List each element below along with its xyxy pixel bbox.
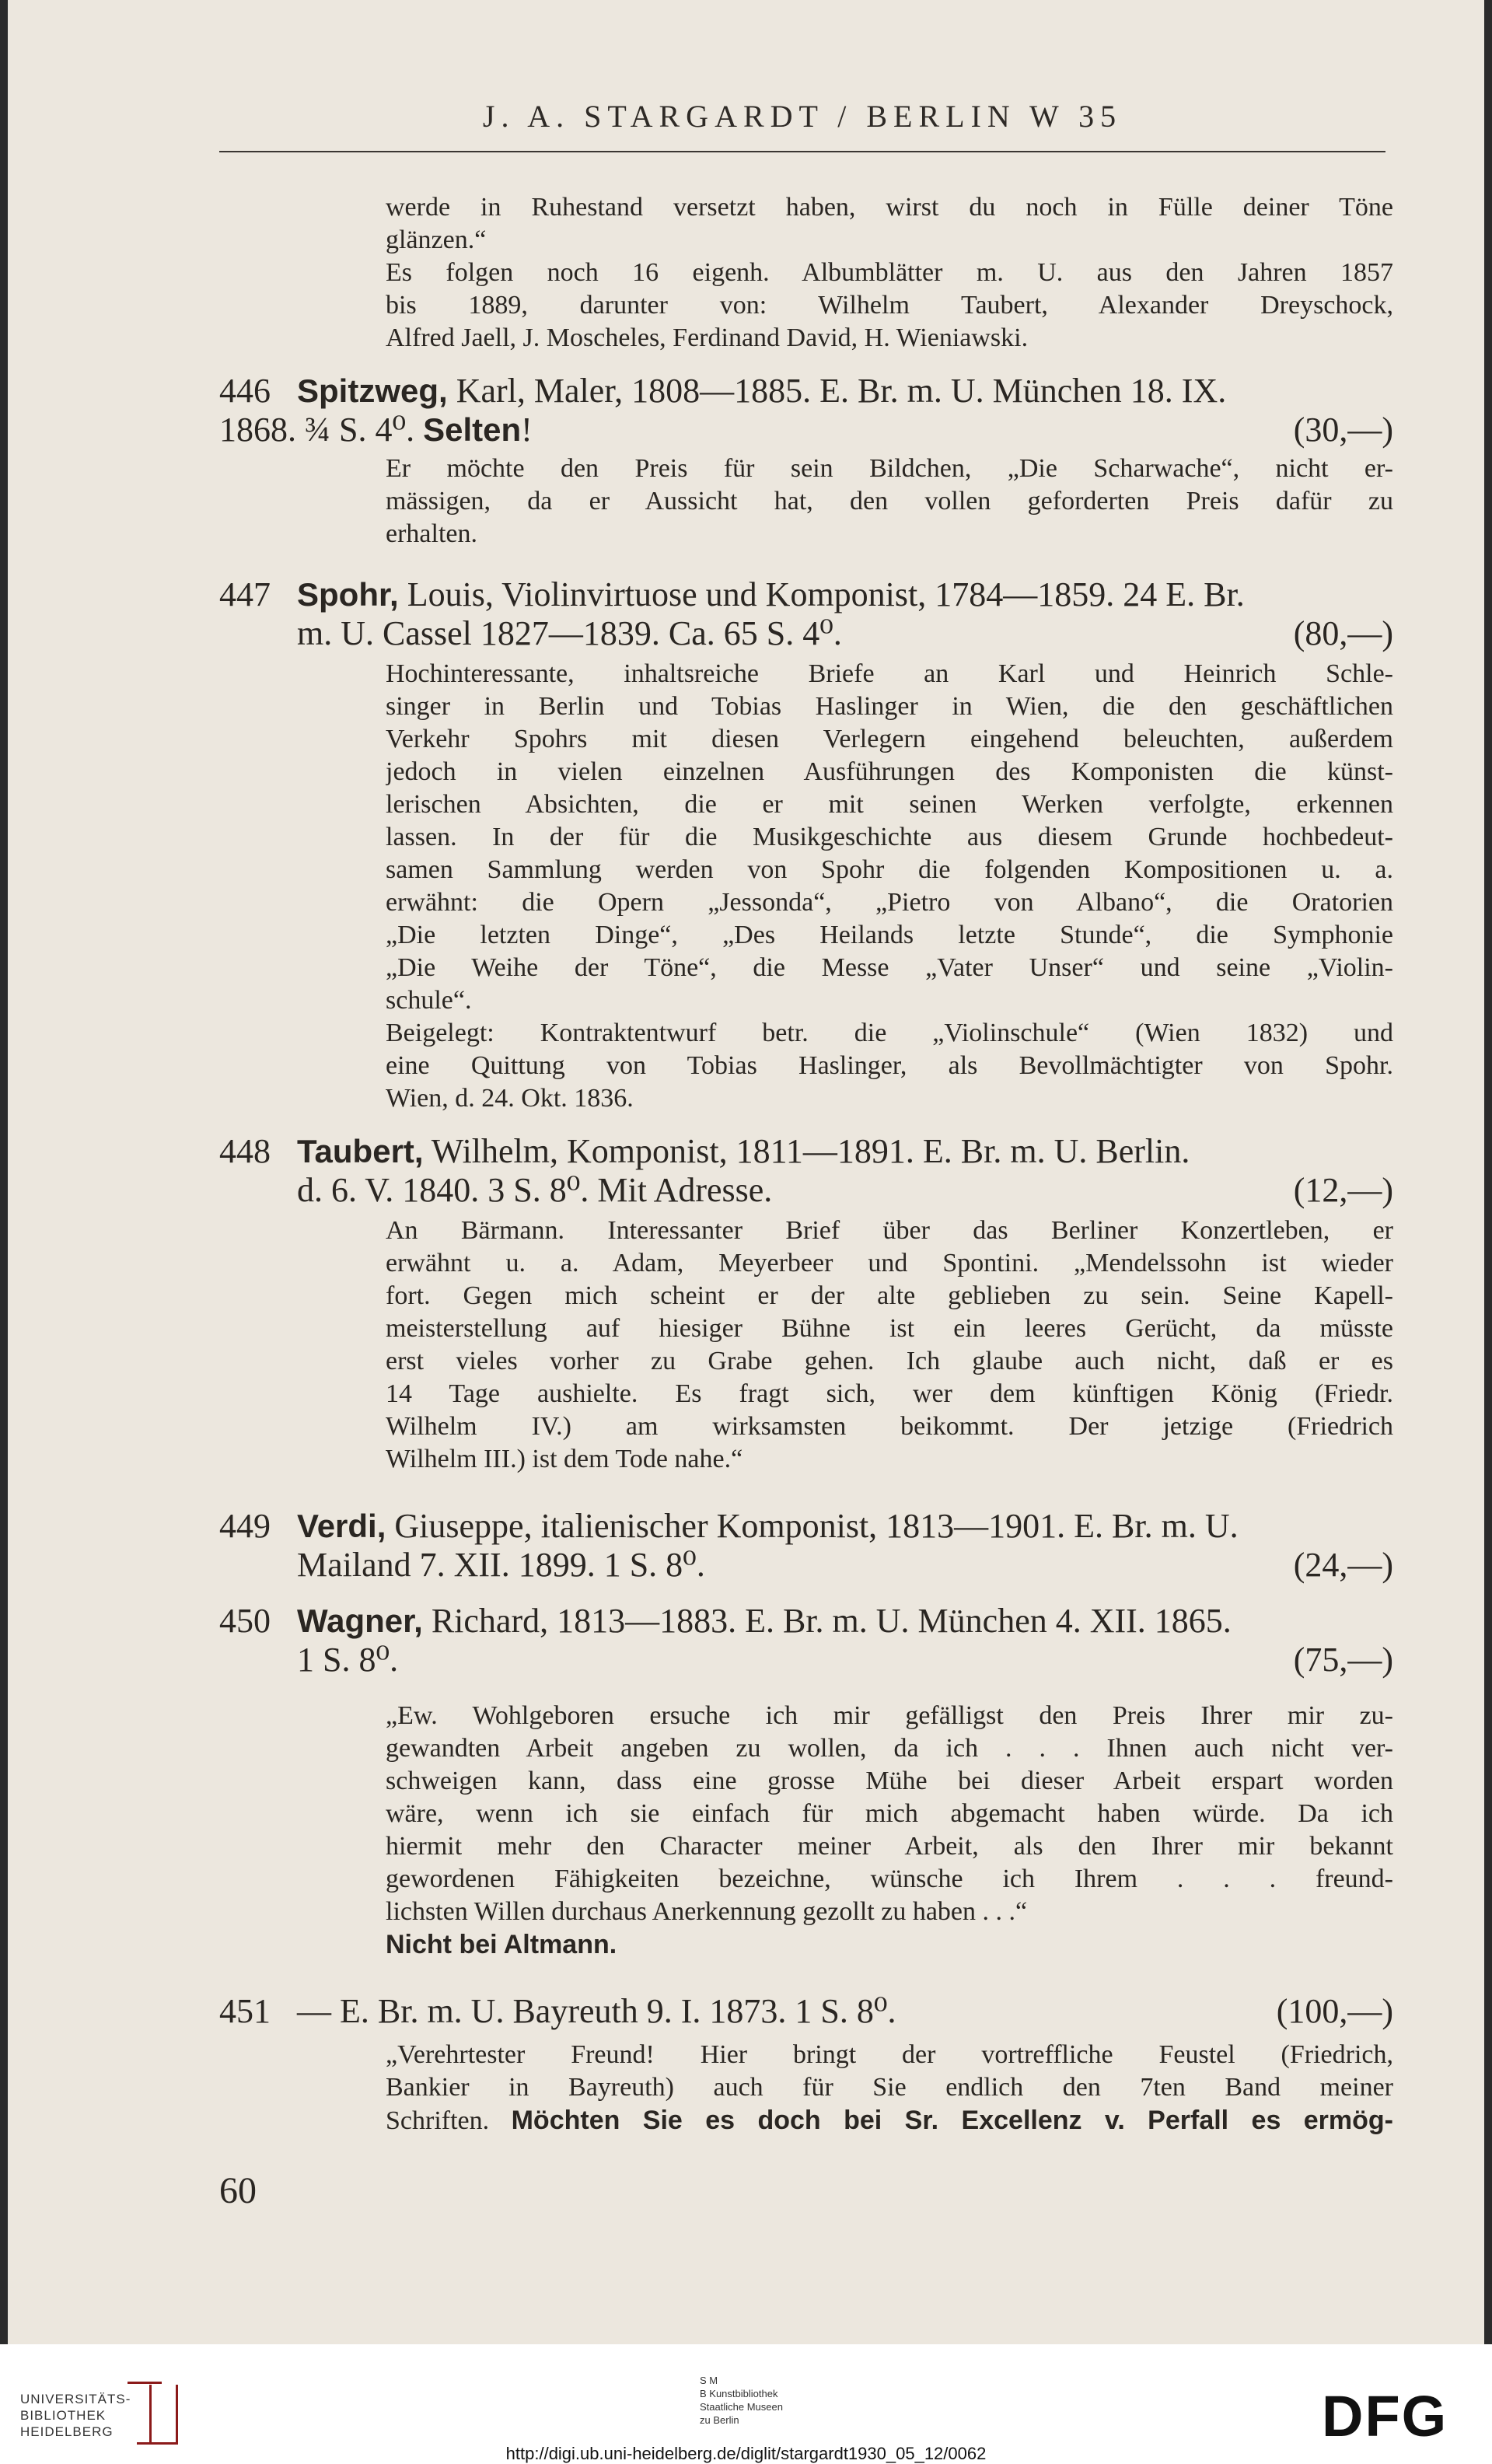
text-line: meisterstellung auf hiesiger Bühne ist ein leeres Gerücht, da müsste — [386, 1314, 1393, 1343]
entry-448-description — [386, 1215, 1393, 1476]
price: (24,—) — [1293, 1546, 1393, 1584]
text-line: Verkehr Spohrs mit diesen Verlegern eingehend beleuchten, außerdem — [386, 725, 1393, 753]
dfg-logo[interactable]: DFG — [1322, 2384, 1448, 2448]
intro-text — [386, 191, 1393, 355]
logo-line: S M — [700, 2375, 718, 2386]
text-line: Schriften. — [386, 2106, 512, 2135]
running-header: J. A. STARGARDT / BERLIN W 35 — [482, 99, 1123, 134]
entry-447 — [219, 575, 1393, 653]
entry-451 — [219, 1992, 1393, 2031]
text-line: erwähnt: die Opern „Jessonda“, „Pietro von Albano“, die Oratorien — [386, 888, 1393, 917]
entry-446 — [219, 372, 1393, 449]
text-line: glänzen.“ — [386, 225, 487, 254]
text-line: „Verehrtester Freund! Hier bringt der vortreffliche Feustel (Friedrich, — [386, 2040, 1393, 2069]
text-line: „Die letzten Dinge“, „Des Heilands letzte Stunde“, die Symphonie — [386, 921, 1393, 949]
entry-line: Mailand 7. XII. 1899. 1 S. 8⁰. — [297, 1546, 705, 1584]
entry-line: Richard, 1813—1883. E. Br. m. U. München 4. XII. 1865. — [431, 1602, 1232, 1640]
logo-line: zu Berlin — [700, 2414, 739, 2426]
text-line: An Bärmann. Interessanter Brief über das Berliner Konzertleben, er — [386, 1216, 1393, 1245]
entry-449 — [219, 1507, 1393, 1585]
text-line: Wilhelm III.) ist dem Tode nahe.“ — [386, 1445, 743, 1473]
logo-line: BIBLIOTHEK — [20, 2408, 107, 2423]
entry-450 — [219, 1602, 1393, 1679]
text-line: Es folgen noch 16 eigenh. Albumblätter m. U. aus den Jahren 1857 — [386, 258, 1393, 287]
entry-name: Spohr, — [297, 576, 399, 613]
lot-number: 449 — [219, 1507, 271, 1545]
entry-448 — [219, 1132, 1393, 1210]
text-line: Beigelegt: Kontraktentwurf betr. die „Violinschule“ (Wien 1832) und — [386, 1019, 1393, 1047]
logo-line: UNIVERSITÄTS- — [20, 2392, 131, 2406]
text-line: lassen. In der für die Musikgeschichte aus diesem Grunde hochbedeut- — [386, 823, 1393, 851]
kunstbibliothek-logo[interactable] — [700, 2374, 783, 2427]
entry-447-description — [386, 658, 1393, 1115]
text-line: Hochinteressante, inhaltsreiche Briefe an Karl und Heinrich Schle- — [386, 659, 1393, 688]
text-line: werde in Ruhestand versetzt haben, wirst du noch in Fülle deiner Töne — [386, 193, 1393, 222]
entry-name: Wagner, — [297, 1602, 423, 1639]
header-rule — [219, 151, 1385, 152]
lot-number: 447 — [219, 575, 271, 613]
entry-450-description — [386, 1700, 1393, 1961]
footer-bar — [0, 2344, 1492, 2464]
text-line: Wilhelm IV.) am wirksamsten beikommt. Der jetzige (Friedrich — [386, 1412, 1393, 1441]
text-line: jedoch in vielen einzelnen Ausführungen des Komponisten die künst- — [386, 757, 1393, 786]
text-line: „Ew. Wohlgeboren ersuche ich mir gefälligst den Preis Ihrer mir zu- — [386, 1701, 1393, 1730]
entry-punct: ! — [521, 411, 533, 449]
entry-emphasis: Selten — [423, 411, 522, 448]
text-line: schweigen kann, dass eine grosse Mühe bei dieser Arbeit erspart worden — [386, 1767, 1393, 1795]
entry-line: — E. Br. m. U. Bayreuth 9. I. 1873. 1 S. 8⁰. — [297, 1992, 896, 2030]
text-line: singer in Berlin und Tobias Haslinger in Wien, die den geschäftlichen — [386, 692, 1393, 721]
text-line: lerischen Absichten, die er mit seinen Werken verfolgte, erkennen — [386, 790, 1393, 819]
text-line: Er möchte den Preis für sein Bildchen, „Die Scharwache“, nicht er- — [386, 454, 1393, 483]
text-line: gewordenen Fähigkeiten bezeichne, wünsche ich Ihrem . . . freund- — [386, 1865, 1393, 1893]
text-line: 14 Tage aushielte. Es fragt sich, wer dem künftigen König (Friedr. — [386, 1379, 1393, 1408]
entry-name: Verdi, — [297, 1508, 386, 1544]
lot-number: 446 — [219, 372, 271, 410]
text-line: erhalten. — [386, 519, 477, 548]
price: (30,—) — [1293, 411, 1393, 449]
entry-451-description — [386, 2039, 1393, 2137]
text-line: samen Sammlung werden von Spohr die folgenden Kompositionen u. a. — [386, 855, 1393, 884]
text-line: lichsten Willen durchaus Anerkennung gezollt zu haben . . .“ — [386, 1897, 1028, 1926]
entry-line: 1868. ¾ S. 4⁰. — [219, 411, 424, 449]
text-line: schule“. — [386, 986, 472, 1015]
entry-line: Wilhelm, Komponist, 1811—1891. E. Br. m. U. Berlin. — [431, 1132, 1190, 1170]
text-line: wäre, wenn ich sie einfach für mich abgemacht haben würde. Da ich — [386, 1799, 1393, 1828]
text-line: erst vieles vorher zu Grabe gehen. Ich glaube auch nicht, daß er es — [386, 1347, 1393, 1375]
entry-name: Spitzweg, — [297, 372, 448, 409]
page-number: 60 — [219, 2170, 257, 2211]
catalog-page — [8, 0, 1484, 2344]
logo-line: Staatliche Museen — [700, 2401, 783, 2413]
entry-line: Giuseppe, italienischer Komponist, 1813—1901. E. Br. m. U. — [394, 1507, 1239, 1545]
text-line: gewandten Arbeit angeben zu wollen, da ich . . . Ihnen auch nicht ver- — [386, 1734, 1393, 1763]
logo-line: HEIDELBERG — [20, 2424, 114, 2439]
entry-line: Louis, Violinvirtuose und Komponist, 1784—1859. 24 E. Br. — [407, 575, 1245, 613]
logo-line: B Kunstbibliothek — [700, 2388, 778, 2399]
entry-line: m. U. Cassel 1827—1839. Ca. 65 S. 4⁰. — [297, 614, 842, 652]
note-bold: Nicht bei Altmann. — [386, 1930, 617, 1959]
lot-number: 451 — [219, 1992, 271, 2030]
lot-number: 450 — [219, 1602, 271, 1640]
price: (80,—) — [1293, 614, 1393, 652]
entry-line: 1 S. 8⁰. — [297, 1641, 399, 1679]
price: (100,—) — [1276, 1992, 1393, 2030]
price: (12,—) — [1293, 1171, 1393, 1209]
university-library-logo[interactable] — [20, 2391, 131, 2440]
text-line: hiermit mehr den Character meiner Arbeit, als den Ihrer mir bekannt — [386, 1832, 1393, 1861]
text-line-bold: Möchten Sie es doch bei Sr. Excellenz v. Perfall es ermög- — [511, 2106, 1393, 2135]
lot-number: 448 — [219, 1132, 271, 1170]
source-url-link[interactable]: http://digi.ub.uni-heidelberg.de/diglit/stargardt1930_05_12/0062 — [505, 2444, 987, 2463]
text-line: eine Quittung von Tobias Haslinger, als Bevollmächtigter von Spohr. — [386, 1051, 1393, 1080]
text-line: Bankier in Bayreuth) auch für Sie endlich den 7ten Band meiner — [386, 2073, 1393, 2102]
library-emblem-icon — [137, 2385, 178, 2445]
text-line: mässigen, da er Aussicht hat, den vollen geforderten Preis dafür zu — [386, 487, 1393, 516]
entry-line: d. 6. V. 1840. 3 S. 8⁰. Mit Adresse. — [297, 1171, 773, 1209]
text-line: „Die Weihe der Töne“, die Messe „Vater Unser“ und seine „Violin- — [386, 953, 1393, 982]
entry-446-description — [386, 453, 1393, 550]
entry-name: Taubert, — [297, 1133, 424, 1169]
text-line: bis 1889, darunter von: Wilhelm Taubert, Alexander Dreyschock, — [386, 291, 1393, 320]
text-line: Alfred Jaell, J. Moscheles, Ferdinand David, H. Wieniawski. — [386, 323, 1029, 352]
text-line: erwähnt u. a. Adam, Meyerbeer und Spontini. „Mendelssohn ist wieder — [386, 1249, 1393, 1277]
entry-line: Karl, Maler, 1808—1885. E. Br. m. U. München 18. IX. — [456, 372, 1227, 410]
text-line: fort. Gegen mich scheint er der alte geblieben zu sein. Seine Kapell- — [386, 1281, 1393, 1310]
price: (75,—) — [1293, 1641, 1393, 1679]
text-line: Wien, d. 24. Okt. 1836. — [386, 1084, 634, 1113]
